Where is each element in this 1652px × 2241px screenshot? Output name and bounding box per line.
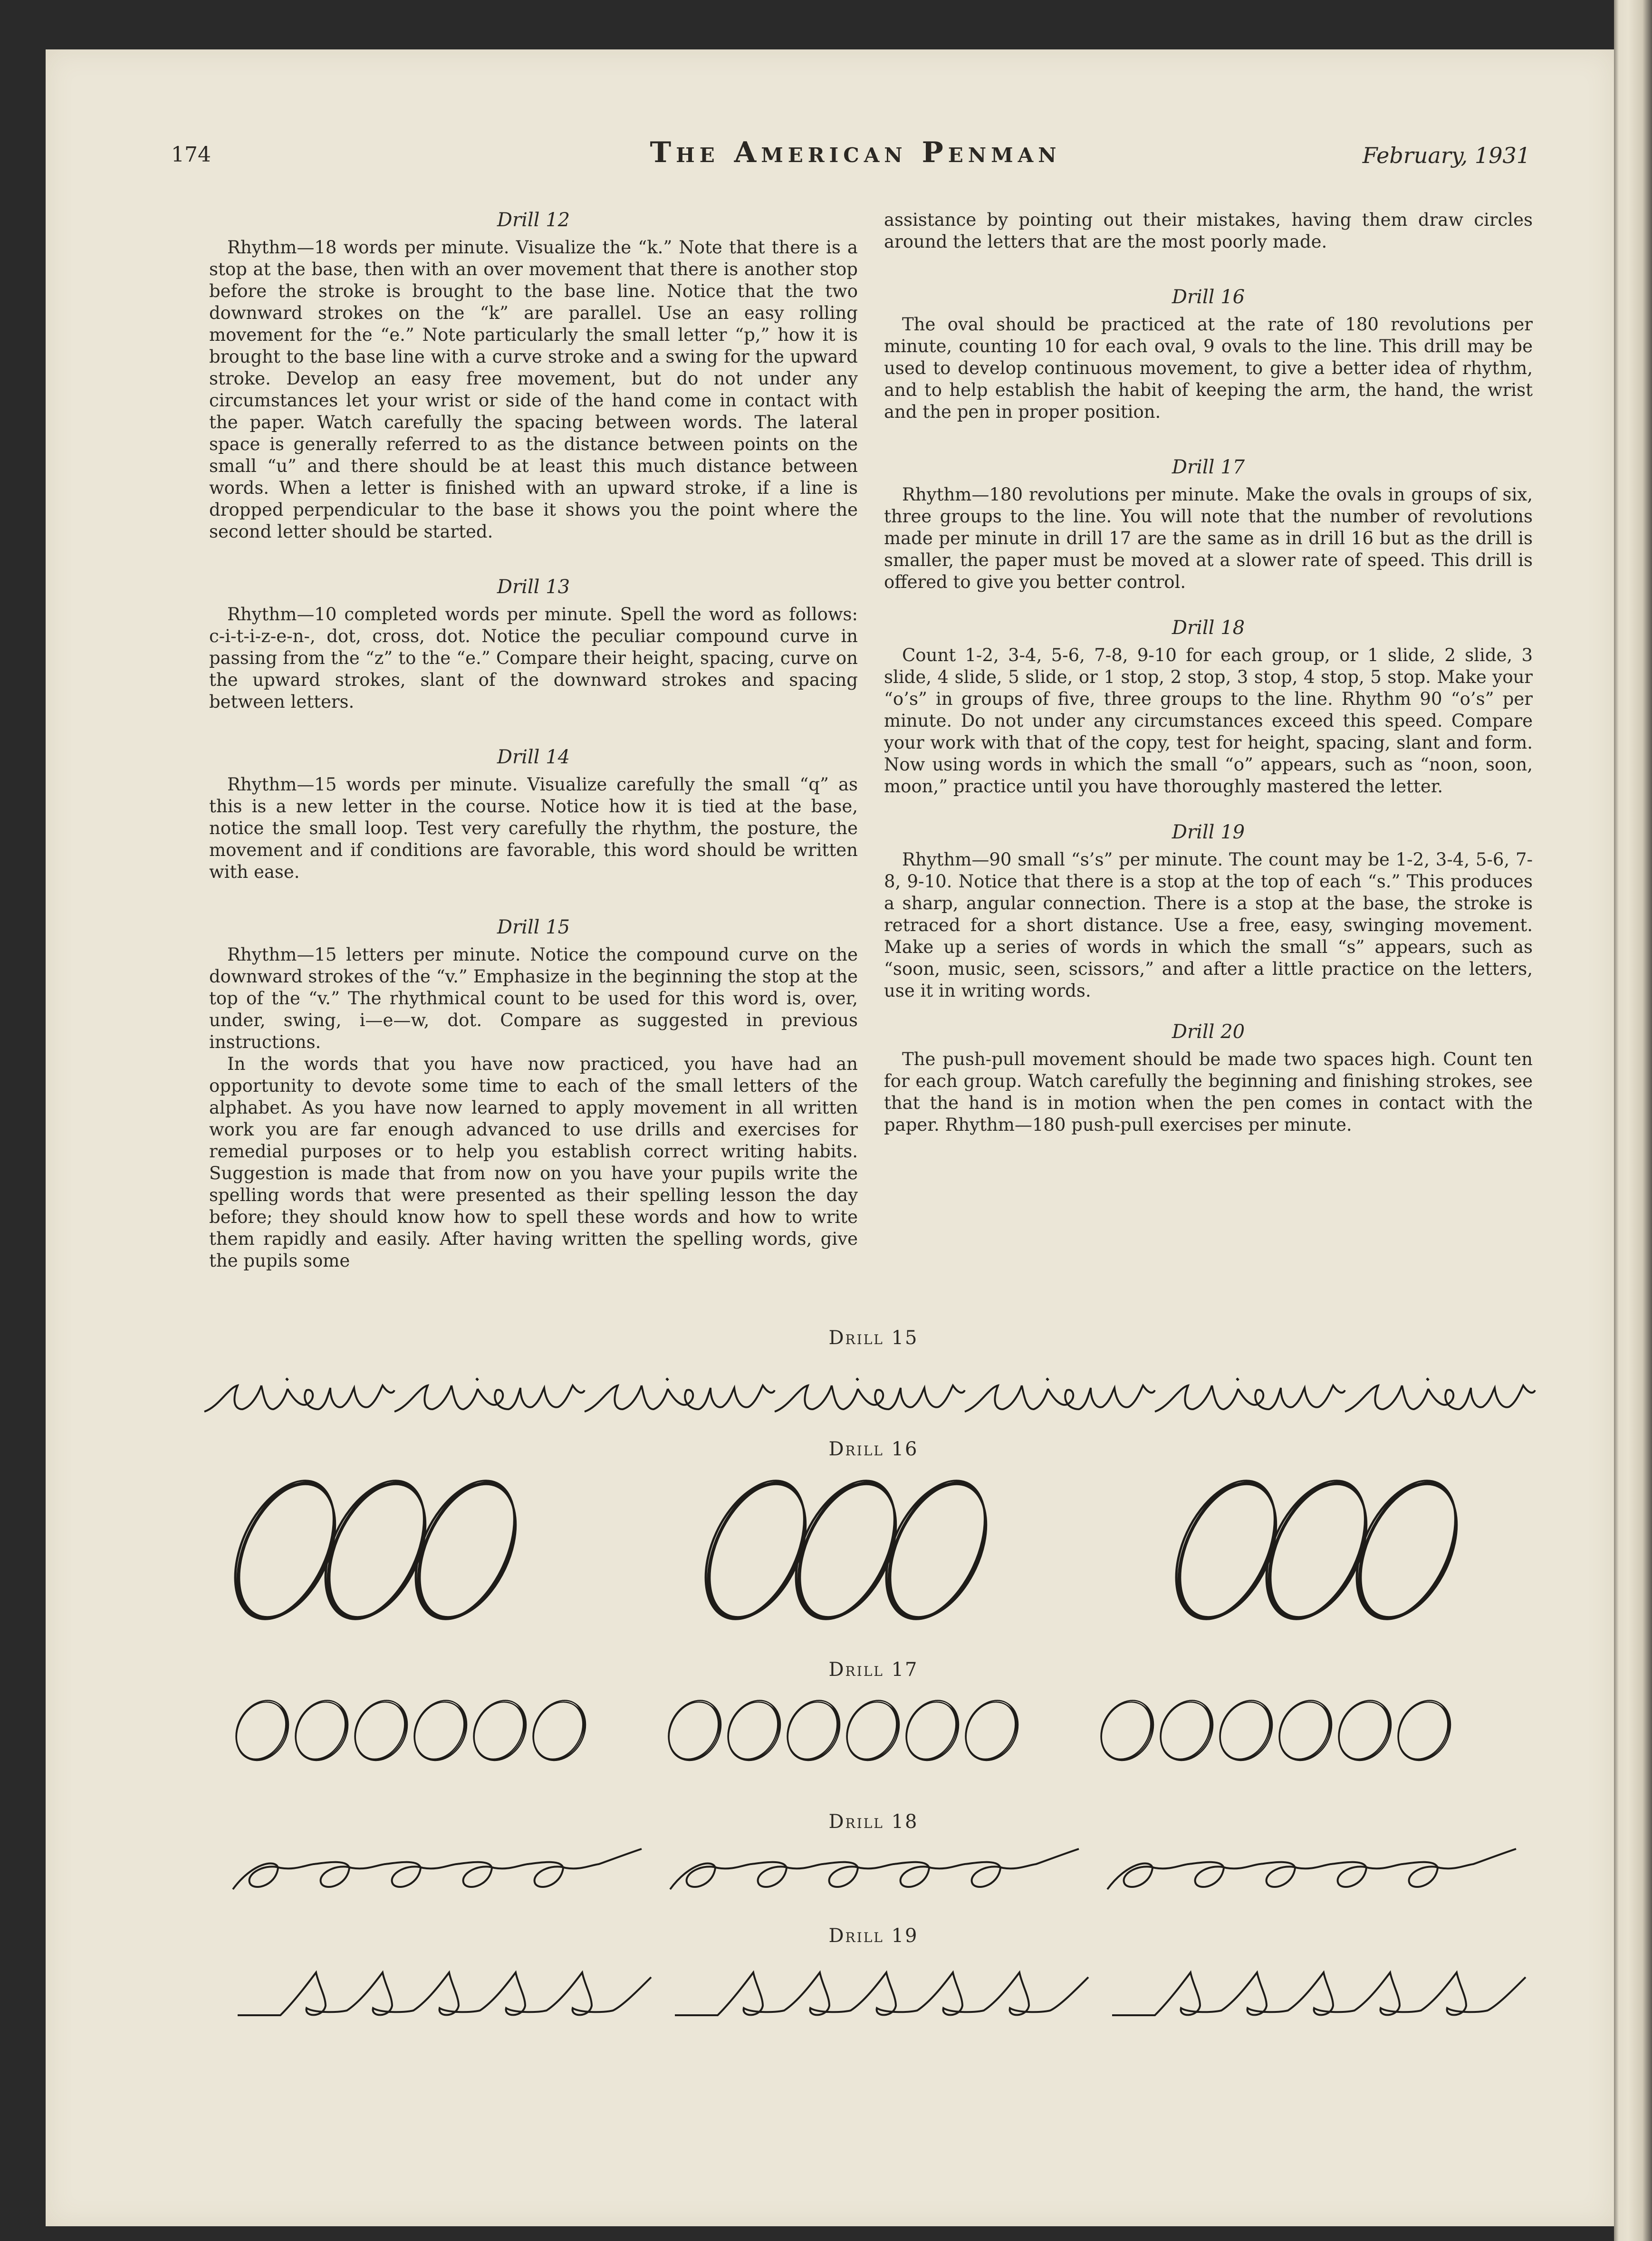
i-dot: [476, 1378, 478, 1380]
drill-16-text: The oval should be practiced at the rate of 180 revolutions per minute, counting 10 for each oval, 9 ovals to the line. This drill may be used to develop continuous movement, to give a better idea of rhythm, and to help establish the habit of keeping the arm, the hand, the wrist and the pen in proper position.: [884, 314, 1533, 422]
right-column: [884, 209, 1533, 1169]
drill-17-text: Rhythm—180 revolutions per minute. Make the ovals in groups of six, three groups to the line. You will note that the number of revolutions made per minute in drill 17 are the same as in drill 16 but as the drill is smaller, the paper must be moved at a slower rate of speed. This drill is offered to give you better control.: [884, 484, 1533, 592]
i-dot: [1237, 1378, 1239, 1380]
figure-drill-15-caption: Drill 15: [828, 1327, 919, 1349]
i-dot: [1047, 1378, 1048, 1380]
drill-20-heading: Drill 20: [1172, 1021, 1245, 1043]
figure-drill-18-caption: Drill 18: [828, 1811, 919, 1833]
view-word: [775, 1385, 965, 1412]
drill-13-heading: Drill 13: [497, 576, 570, 598]
o-letter-group: [670, 1849, 1079, 1889]
drill-18-o-letters: [233, 1844, 1516, 1896]
figure-drill-16-caption: Drill 16: [828, 1438, 919, 1460]
left-column: [209, 209, 858, 1272]
s-letter-group: [1112, 1972, 1526, 2015]
drill-12-text: Rhythm—18 words per minute. Visualize the “k.” Note that there is a stop at the base, then with an over movement that there is another stop before the stroke is brought to the base line. Notice that the two downward strokes on the “k” are parallel. Use an easy rolling movement for the “e.” Note particularly the small letter “p,” how it is brought to the base line with a curve stroke and a swing for the upward stroke. Develop an easy free movement, but do not under any circumstances let your wrist or side of the hand come in contact with the paper. Watch carefully the spacing between words. The lateral space is generally referred to as the distance between points on the small “u” and there should be at least this much distance between words. When a letter is finished with an upward stroke, if a line is dropped perpendicular to the base it shows you the point where the second letter should be started.: [209, 237, 858, 542]
drill-14-heading: Drill 14: [497, 746, 570, 768]
view-word: [204, 1385, 394, 1412]
drill-19-s-letters: [238, 1958, 1521, 2025]
view-word: [585, 1385, 775, 1412]
drill-17-ovals: [223, 1692, 1507, 1768]
drill-15-text-continued: In the words that you have now practiced, you have had an opportunity to devote some time to each of the small letters of the alphabet. As you have now learned to apply movement in all written work you are far enough advanced to use drills and exercises for remedial purposes or to help you establish correct writing habits. Suggestion is made that from now on you have your pupils write the spelling words that were presented as their spelling lesson the day before; they should know how to spell these words and how to write them rapidly and easily. After having written the spelling words, give the pupils some: [209, 1054, 858, 1271]
journal-title: The American Penman: [650, 136, 1061, 169]
s-letter-group: [238, 1972, 651, 2015]
drill-16-ovals: [223, 1469, 1507, 1630]
issue-date: February, 1931: [1362, 143, 1530, 168]
drill-15-heading: Drill 15: [497, 916, 570, 938]
continued-text: assistance by pointing out their mistakes, having them draw circles around the letters that are the most poorly made.: [884, 210, 1533, 252]
view-word: [965, 1385, 1155, 1412]
i-dot: [1427, 1378, 1429, 1380]
drill-19-text: Rhythm—90 small “s’s” per minute. The count may be 1-2, 3-4, 5-6, 7-8, 9-10. Notice that there is a stop at the top of each “s.” This produces a sharp, angular connection. There is a stop at the base, the stroke is retraced for a short distance. Use a free, easy, swinging movement. Make up a series of words in which the small “s” appears, such as “soon, music, seen, scissors,” and after a little practice on the letters, use it in writing words.: [884, 849, 1533, 1001]
figure-drill-19-caption: Drill 19: [828, 1925, 919, 1947]
view-word: [394, 1385, 585, 1412]
drill-14-text: Rhythm—15 words per minute. Visualize carefully the small “q” as this is a new letter in the course. Notice how it is tied at the base, notice the small loop. Test very carefully the rhythm, the posture, the movement and if conditions are favorable, this word should be written with ease.: [209, 774, 858, 882]
drill-20-text: The push-pull movement should be made two spaces high. Count ten for each group. Watch carefully the beginning and finishing strokes, see that the hand is in motion when the pen comes in contact with the paper. Rhythm—180 push-pull exercises per minute.: [884, 1049, 1533, 1135]
drill-19-heading: Drill 19: [1172, 821, 1245, 843]
view-word: [1155, 1385, 1345, 1412]
i-dot: [856, 1378, 858, 1380]
i-dot: [286, 1378, 288, 1380]
i-dot: [666, 1378, 668, 1380]
drill-17-heading: Drill 17: [1172, 456, 1245, 478]
s-letter-group: [675, 1972, 1088, 2015]
drill-15-handwriting: [204, 1359, 1535, 1421]
drill-16-heading: Drill 16: [1172, 286, 1245, 308]
drill-13-text: Rhythm—10 completed words per minute. Spell the word as follows: c-i-t-i-z-e-n-, dot, cross, dot. Notice the peculiar compound curve in passing from the “z” to the “e.” Compare their height, spacing, curve on the upward strokes, slant of the downward strokes and spacing between letters.: [209, 604, 858, 712]
o-letter-group: [233, 1849, 642, 1889]
drill-18-heading: Drill 18: [1172, 617, 1245, 639]
drill-15-text: Rhythm—15 letters per minute. Notice the compound curve on the downward strokes of the “v.” Emphasize in the beginning the stop at the top of the “v.” The rhythmical count to be used for this word is, over, under, swing, i—e—w, dot. Compare as suggested in previous instructions.: [209, 944, 858, 1052]
drill-18-text: Count 1-2, 3-4, 5-6, 7-8, 9-10 for each group, or 1 slide, 2 slide, 3 slide, 4 slide, 5 slide, or 1 stop, 2 stop, 3 stop, 4 stop, 5 stop. Make your “o’s” in groups of five, three groups to the line. Rhythm 90 “o’s” per minute. Do not under any circumstances exceed this speed. Compare your work with that of the copy, test for height, spacing, slant and form. Now using words in which the small “o” appears, such as “noon, soon, moon,” practice until you have thoroughly mastered the letter.: [884, 645, 1533, 797]
view-word: [1345, 1385, 1535, 1412]
figure-drill-17-caption: Drill 17: [828, 1659, 919, 1681]
o-letter-group: [1107, 1849, 1516, 1889]
page-number: 174: [171, 143, 211, 167]
next-page-edge: [1614, 0, 1652, 2241]
drill-12-heading: Drill 12: [497, 209, 570, 231]
